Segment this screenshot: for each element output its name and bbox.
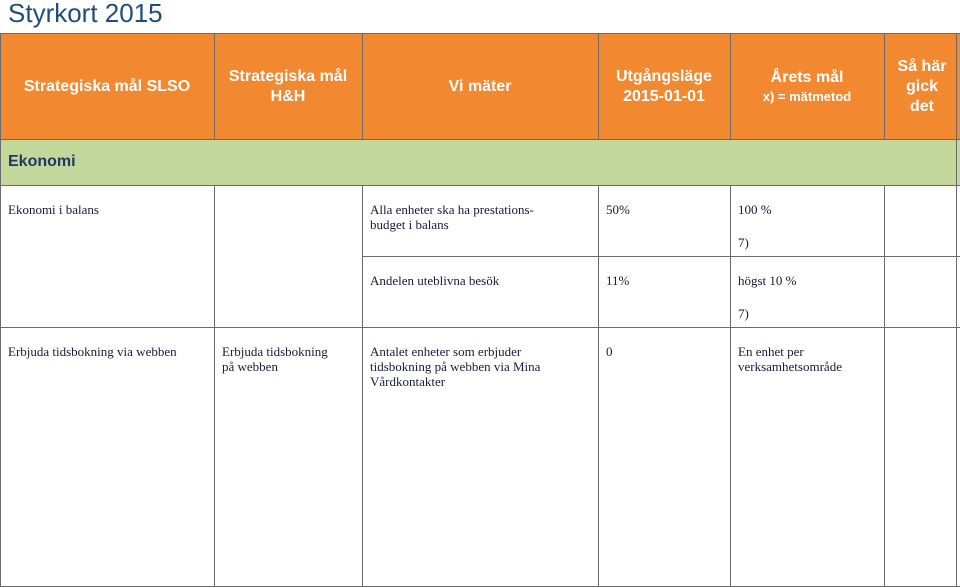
header-we-measure [362,34,598,139]
grid-line [362,185,363,587]
target-web-booking [738,344,878,374]
grid-line [956,33,957,587]
section-ekonomi [0,139,960,185]
grid-line [884,185,885,587]
hh-goal-line2: på webben [222,359,278,374]
section-label: Ekonomi [8,153,76,170]
hh-goal-web-booking [222,344,360,374]
header-col2-line1: Strategiska mål [228,67,348,85]
method-no-show: 7) [738,306,749,321]
baseline-budget: 50% [606,202,630,217]
target-web-line2: verksamhetsområde [738,359,842,374]
goal-web-booking: Erbjuda tidsbokning via webben [8,344,177,359]
baseline-web-booking: 0 [606,344,613,359]
measure-budget-line2: budget i balans [370,217,449,232]
measure-budget-balance [370,202,595,232]
grid-line [598,185,599,587]
measure-web-booking-units [370,344,595,389]
target-web-line1: En enhet per [738,344,804,359]
header-col5-line1: Årets mål [770,68,844,86]
method-budget: 7) [738,235,749,250]
header-col5-line2: x) = mätmetod [762,88,852,104]
grid-line [0,185,960,186]
page-title: Styrkort 2015 [8,0,163,28]
header-col2-line2: H&H [270,87,306,105]
goal-economy-balance: Ekonomi i balans [8,202,99,217]
target-budget: 100 % [738,202,772,217]
header-outcome [884,34,960,139]
header-col4-line2: 2015-01-01 [623,87,705,105]
grid-line [884,33,885,139]
target-no-show: högst 10 % [738,273,797,288]
header-col1-label: Strategiska mål SLSO [23,77,191,95]
grid-line [0,33,1,587]
measure-no-show-visits: Andelen uteblivna besök [370,273,500,288]
grid-line [598,33,599,139]
header-year-goal [730,34,884,139]
header-col6-line3: det [910,97,934,115]
baseline-no-show: 11% [606,273,630,288]
grid-line [362,33,363,139]
header-strategic-goals-slso [0,34,214,139]
grid-line [0,33,960,34]
header-col6-line1: Så här [897,57,947,75]
measure-web-line2: tidsbokning på webben via Mina [370,359,541,374]
hh-goal-line1: Erbjuda tidsbokning [222,344,328,359]
grid-line [730,185,731,587]
grid-line [0,139,960,140]
grid-line [730,33,731,139]
header-col3-label: Vi mäter [448,77,512,95]
measure-web-line3: Vårdkontakter [370,374,446,389]
grid-line [214,185,215,587]
grid-line [0,327,960,328]
measure-web-line1: Antalet enheter som erbjuder [370,344,522,359]
header-col4-line1: Utgångsläge [615,67,712,85]
header-baseline [598,34,730,139]
grid-line [214,33,215,139]
header-strategic-goals-hh [214,34,362,139]
grid-line [362,256,960,257]
measure-budget-line1: Alla enheter ska ha prestations- [370,202,534,217]
grid-line [0,586,960,587]
header-col6-line2: gick [905,77,938,95]
